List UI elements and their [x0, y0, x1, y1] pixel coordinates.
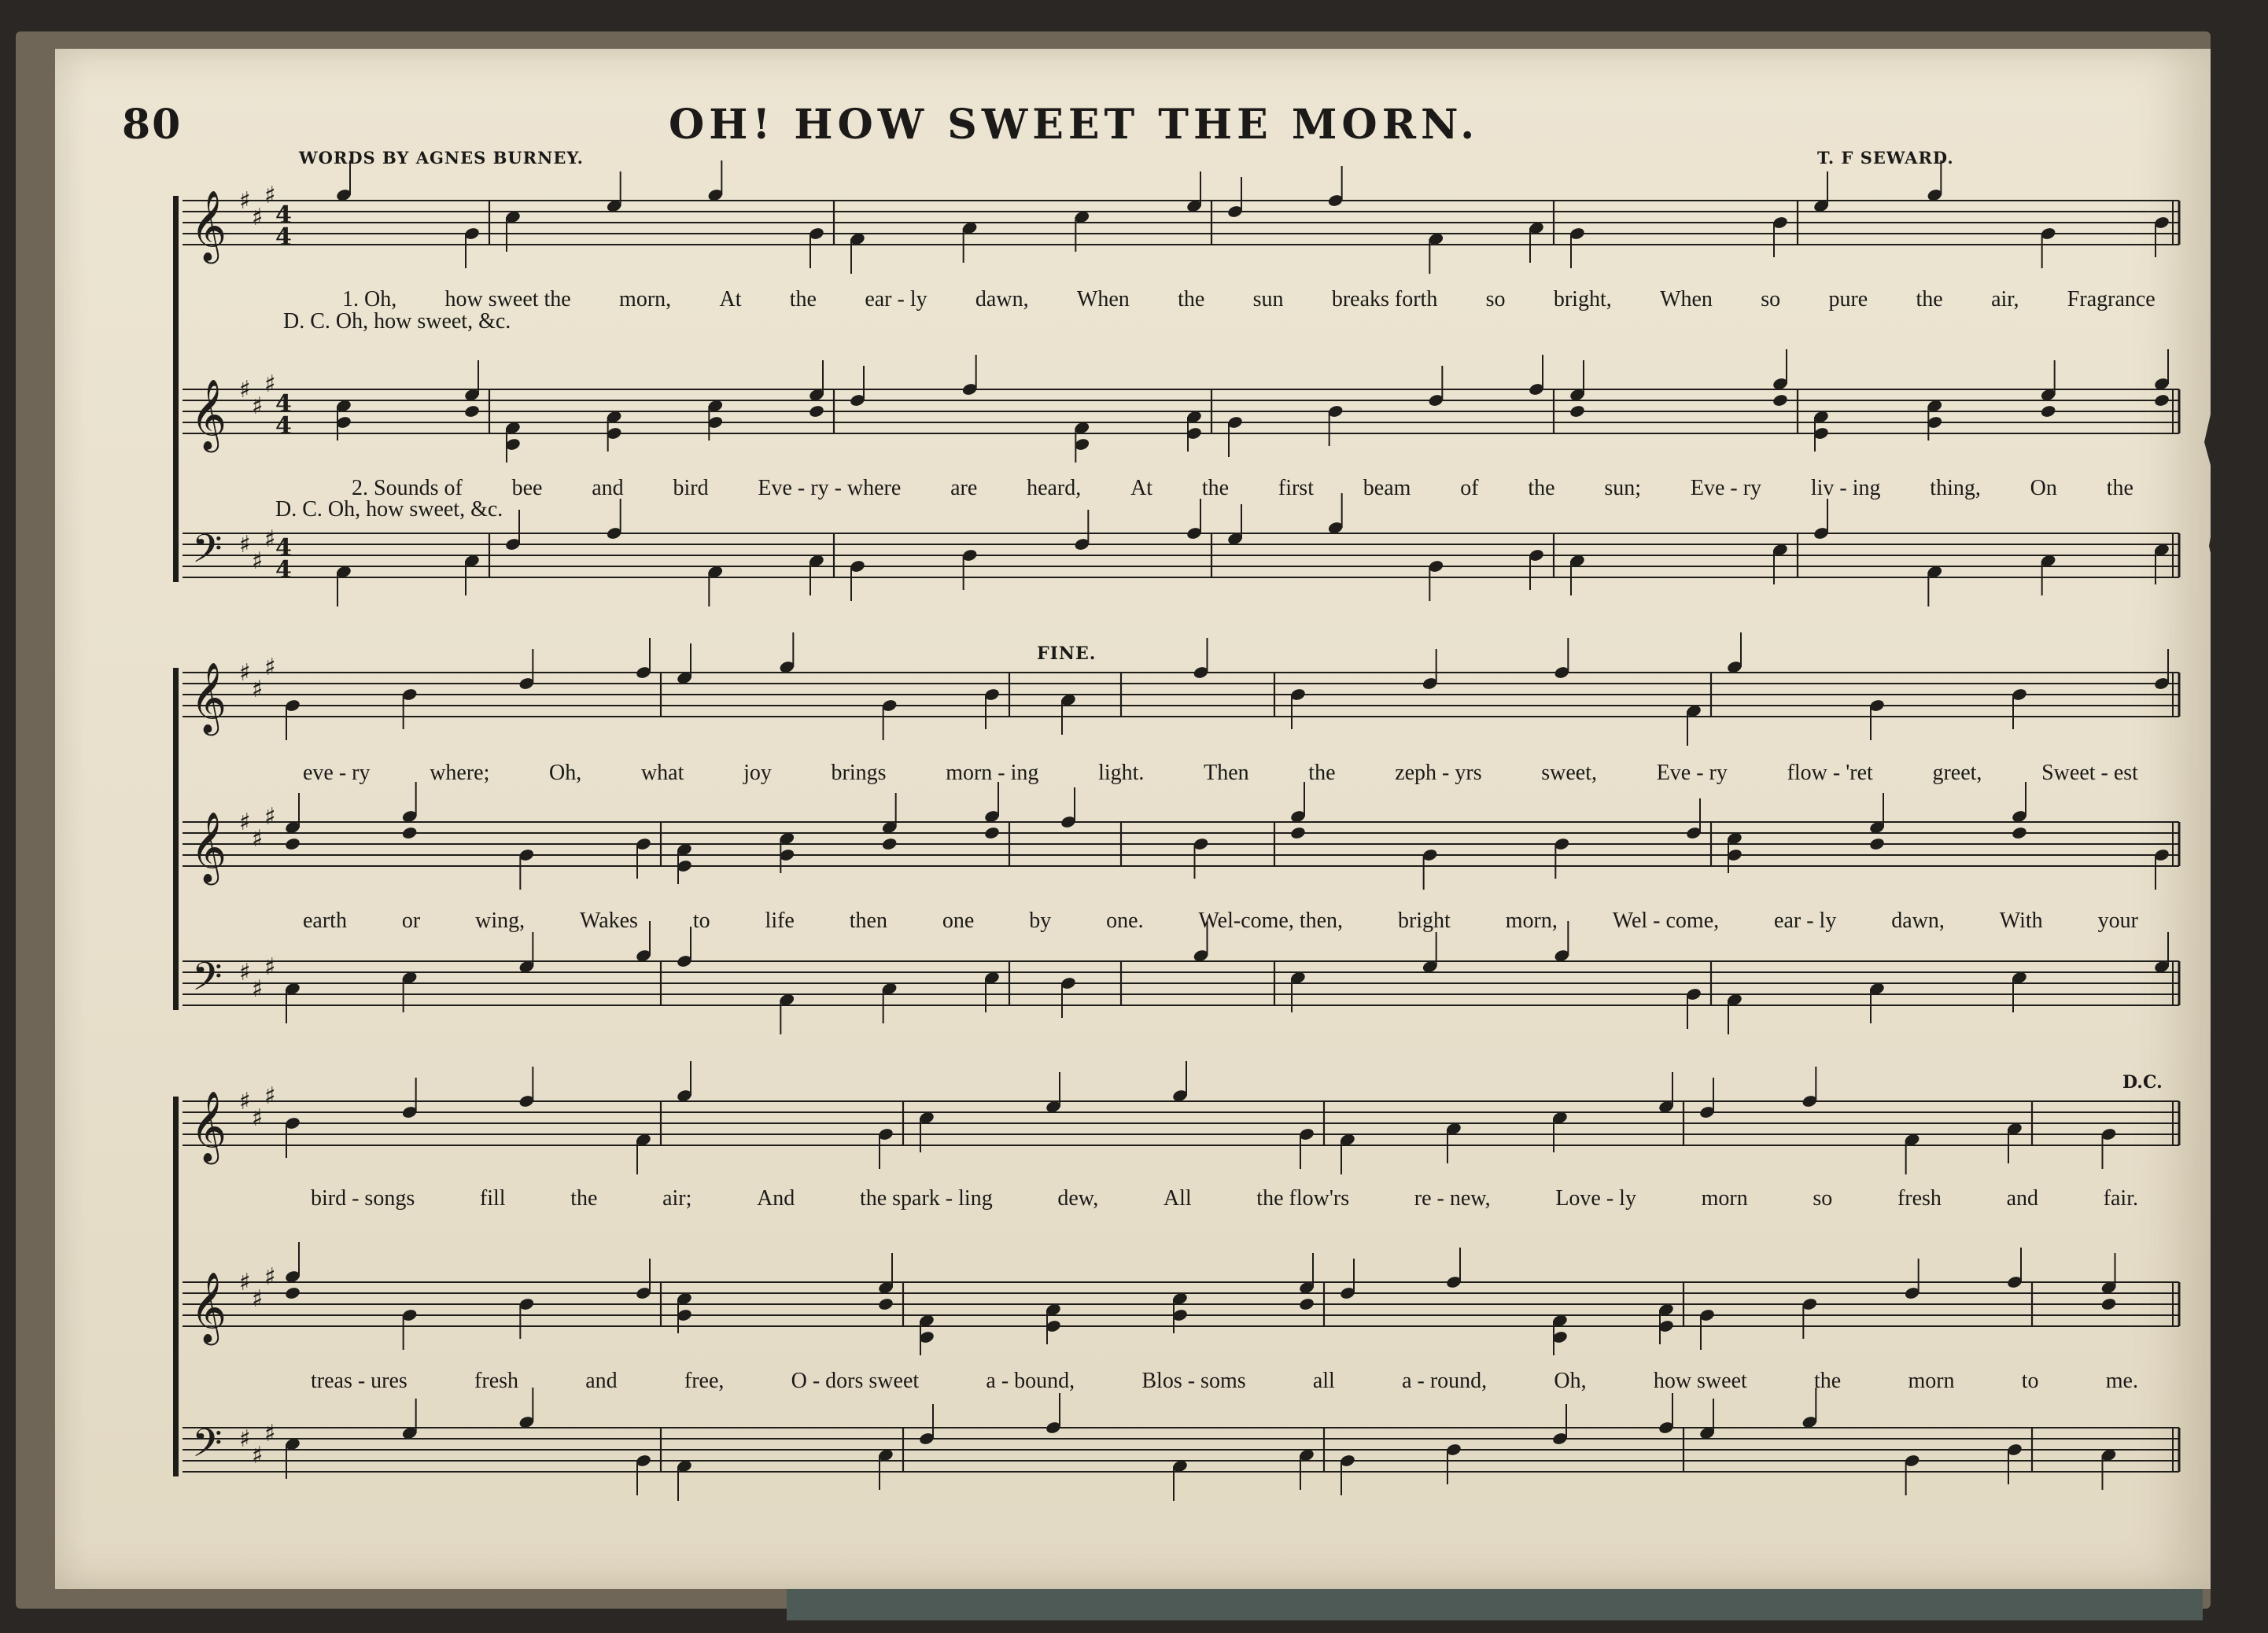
lyric-syllable: to	[2021, 1369, 2039, 1393]
sharp-icon: ♯	[264, 525, 276, 553]
dc-lyric-cue: D. C. Oh, how sweet, &c.	[283, 309, 511, 334]
lyric-syllable: and	[592, 476, 624, 500]
lyric-syllable: fresh	[1897, 1186, 1942, 1211]
sharp-icon: ♯	[252, 676, 264, 703]
lyric-syllable: the	[1178, 287, 1205, 311]
note-head	[2011, 826, 2027, 840]
sharp-icon: ♯	[239, 809, 251, 836]
note-head	[284, 1286, 301, 1300]
lyric-syllable: Oh,	[549, 761, 582, 785]
bass-clef-icon: 𝄢	[192, 954, 223, 1009]
lyric-line	[311, 1369, 2138, 1394]
lyric-syllable: sun	[1252, 287, 1284, 311]
lyric-syllable: all	[1312, 1369, 1335, 1393]
lyric-line	[311, 1186, 2138, 1211]
sharp-icon: ♯	[239, 1088, 251, 1115]
sharp-icon: ♯	[252, 1104, 264, 1132]
lyric-syllable: eve - ry	[303, 761, 371, 785]
note-head	[1289, 826, 1306, 840]
lyric-syllable: And	[757, 1186, 795, 1211]
note-head	[284, 837, 301, 851]
sharp-icon: ♯	[264, 370, 276, 398]
fine-marking: FINE.	[1037, 643, 1097, 664]
lyric-syllable: light.	[1098, 761, 1145, 785]
lyric-syllable: the	[789, 287, 817, 311]
lyric-syllable: how sweet the	[444, 287, 571, 311]
lyric-syllable: or	[401, 909, 421, 933]
lyric-syllable: bright	[1397, 909, 1451, 933]
lyric-line	[303, 761, 2138, 786]
lyric-syllable: morn	[1701, 1186, 1748, 1211]
lyric-syllable: air,	[1991, 287, 2019, 311]
lyric-syllable: then	[849, 909, 887, 933]
lyric-syllable: On	[2030, 476, 2057, 500]
lyric-syllable: fill	[479, 1186, 506, 1211]
lyric-syllable: first	[1278, 476, 1314, 500]
lyric-syllable: the	[2106, 476, 2133, 500]
lyric-syllable: Eve - ry	[1690, 476, 1762, 500]
lyric-syllable: earth	[303, 909, 347, 933]
lyric-syllable: the	[1528, 476, 1555, 500]
lyric-syllable: one	[942, 909, 975, 933]
lyric-syllable: so	[1761, 287, 1781, 311]
lyric-syllable: so	[1485, 287, 1506, 311]
lyric-line	[303, 909, 2138, 934]
system-bracket	[173, 668, 179, 1010]
lyric-syllable: bird	[673, 476, 709, 500]
note-head	[1298, 1297, 1315, 1311]
lyric-syllable: beam	[1363, 476, 1411, 500]
words-credit: WORDS BY AGNES BURNEY.	[299, 148, 584, 168]
time-signature-denominator: 4	[275, 412, 292, 440]
lyric-syllable: morn,	[1505, 909, 1558, 933]
lyric-syllable: the	[1814, 1369, 1842, 1393]
lyric-syllable: are	[950, 476, 978, 500]
lyric-syllable: by	[1029, 909, 1052, 933]
lyric-syllable: Sweet - est	[2041, 761, 2138, 785]
treble-clef-icon: 𝄞	[190, 1272, 227, 1343]
song-title: OH! HOW SWEET THE MORN.	[669, 101, 1480, 149]
lyric-syllable: O - dors sweet	[791, 1369, 920, 1393]
sharp-icon: ♯	[239, 659, 251, 687]
sharp-icon: ♯	[239, 959, 251, 986]
lyric-syllable: the flow'rs	[1256, 1186, 1350, 1211]
lyric-syllable: what	[640, 761, 684, 785]
note-head	[881, 837, 898, 851]
lyric-syllable: sweet,	[1541, 761, 1598, 785]
lyric-syllable: When	[1076, 287, 1130, 311]
sharp-icon: ♯	[239, 187, 251, 215]
dc-marking: D.C.	[2122, 1072, 2163, 1093]
lyric-syllable: thing,	[1930, 476, 1981, 500]
sharp-icon: ♯	[264, 1082, 276, 1110]
lyric-syllable: the	[1308, 761, 1336, 785]
treble-clef-icon: 𝄞	[190, 190, 227, 261]
lyric-syllable: the	[1916, 287, 1943, 311]
lyric-syllable: a - bound,	[986, 1369, 1075, 1393]
lyric-syllable: Oh,	[1554, 1369, 1587, 1393]
lyric-syllable: and	[2006, 1186, 2039, 1211]
lyric-syllable: morn,	[619, 287, 672, 311]
lyric-syllable: treas - ures	[311, 1369, 408, 1393]
lyric-syllable: fair.	[2103, 1186, 2138, 1211]
lyric-syllable: Wel-come, then,	[1198, 909, 1344, 933]
sharp-icon: ♯	[239, 531, 251, 558]
treble-clef-icon: 𝄞	[190, 812, 227, 883]
system-bracket	[173, 196, 179, 582]
note-head	[877, 1297, 894, 1311]
sharp-icon: ♯	[239, 1425, 251, 1453]
lyric-syllable: brings	[831, 761, 887, 785]
sharp-icon: ♯	[264, 1420, 276, 1447]
lyric-syllable: breaks forth	[1331, 287, 1438, 311]
lyric-syllable: wing,	[475, 909, 526, 933]
music-credit: T. F SEWARD.	[1817, 148, 1954, 168]
lyric-syllable: heard,	[1027, 476, 1082, 500]
lyric-syllable: At	[719, 287, 742, 311]
page-number: 80	[122, 101, 183, 149]
lyric-syllable: so	[1813, 1186, 1833, 1211]
lyric-syllable: free,	[684, 1369, 725, 1393]
sharp-icon: ♯	[252, 393, 264, 420]
lyric-syllable: morn	[1908, 1369, 1955, 1393]
lyric-syllable: where;	[430, 761, 490, 785]
lyric-syllable: Wakes	[580, 909, 638, 933]
note-head	[1868, 837, 1885, 851]
lyric-syllable: bright,	[1553, 287, 1612, 311]
lyric-syllable: to	[692, 909, 710, 933]
sharp-icon: ♯	[264, 654, 276, 681]
lyric-syllable: Love - ly	[1555, 1186, 1636, 1211]
lyric-syllable: your	[2097, 909, 2138, 933]
sharp-icon: ♯	[252, 547, 264, 575]
lyric-syllable: Blos - soms	[1141, 1369, 1246, 1393]
note-head	[1569, 404, 1585, 418]
note-head	[2153, 393, 2170, 407]
note-head	[2100, 1297, 2117, 1311]
lyric-syllable: the spark - ling	[859, 1186, 993, 1211]
bass-clef-icon: 𝄢	[192, 1421, 223, 1476]
lyric-syllable: air;	[662, 1186, 692, 1211]
lyric-syllable: one.	[1106, 909, 1144, 933]
system-bracket	[173, 1097, 179, 1476]
sharp-icon: ♯	[264, 1263, 276, 1291]
lyric-syllable: the	[1201, 476, 1230, 500]
lyric-syllable: All	[1163, 1186, 1192, 1211]
time-signature-numerator: 4	[275, 534, 292, 562]
note-head	[983, 826, 1000, 840]
lyric-syllable: When	[1660, 287, 1713, 311]
dc-lyric-cue: D. C. Oh, how sweet, &c.	[275, 497, 503, 522]
lyric-syllable: Then	[1204, 761, 1249, 785]
sharp-icon: ♯	[264, 953, 276, 981]
lyric-syllable: life	[765, 909, 795, 933]
sharp-icon: ♯	[264, 182, 276, 209]
lyric-syllable: dew,	[1057, 1186, 1099, 1211]
bass-clef-icon: 𝄢	[192, 526, 223, 581]
treble-clef-icon: 𝄞	[190, 379, 227, 450]
time-signature-numerator: 4	[275, 201, 292, 229]
lyric-syllable: sun;	[1604, 476, 1642, 500]
lyric-syllable: joy	[743, 761, 772, 785]
sharp-icon: ♯	[252, 1285, 264, 1313]
lyric-syllable: With	[1999, 909, 2043, 933]
lyric-syllable: fresh	[474, 1369, 519, 1393]
sharp-icon: ♯	[252, 825, 264, 853]
lyric-syllable: bee	[511, 476, 543, 500]
note-head	[1772, 393, 1788, 407]
treble-clef-icon: 𝄞	[190, 662, 227, 733]
lyric-syllable: Eve - ry - where	[758, 476, 902, 500]
lyric-line	[352, 476, 2133, 501]
sharp-icon: ♯	[239, 1269, 251, 1296]
lyric-syllable: greet,	[1932, 761, 1982, 785]
note-head	[463, 404, 480, 418]
treble-clef-icon: 𝄞	[190, 1091, 227, 1162]
sharp-icon: ♯	[239, 376, 251, 404]
lyric-syllable: Wel - come,	[1612, 909, 1720, 933]
time-signature-numerator: 4	[275, 390, 292, 418]
lyric-syllable: re - new,	[1414, 1186, 1491, 1211]
lyric-syllable: dawn,	[1891, 909, 1945, 933]
lyric-syllable: morn - ing	[946, 761, 1039, 785]
lyric-syllable: and	[585, 1369, 618, 1393]
lyric-syllable: of	[1460, 476, 1479, 500]
lyric-syllable: pure	[1828, 287, 1868, 311]
sharp-icon: ♯	[252, 975, 264, 1003]
lyric-syllable: Fragrance	[2067, 287, 2156, 311]
lyric-syllable: dawn,	[975, 287, 1029, 311]
lyric-line	[342, 287, 2156, 312]
time-signature-denominator: 4	[275, 556, 292, 584]
lyric-syllable: ear - ly	[1774, 909, 1837, 933]
lyric-syllable: a - round,	[1402, 1369, 1488, 1393]
lyric-syllable: Eve - ry	[1656, 761, 1728, 785]
note-head	[2040, 404, 2056, 418]
sharp-icon: ♯	[252, 1442, 264, 1469]
lyric-syllable: bird - songs	[311, 1186, 415, 1211]
note-head	[808, 404, 824, 418]
lyric-syllable: zeph - yrs	[1395, 761, 1482, 785]
lyric-syllable: the	[570, 1186, 598, 1211]
lyric-syllable: ear - ly	[865, 287, 927, 311]
lyric-syllable: liv - ing	[1810, 476, 1881, 500]
lyric-syllable: 1. Oh,	[342, 287, 397, 311]
lyric-syllable: 2. Sounds of	[352, 476, 463, 500]
time-signature-denominator: 4	[275, 223, 292, 251]
lyric-syllable: At	[1130, 476, 1153, 500]
note-head	[401, 826, 418, 840]
lyric-syllable: flow - 'ret	[1787, 761, 1873, 785]
lyric-syllable: me.	[2105, 1369, 2138, 1393]
lyric-syllable: how sweet	[1653, 1369, 1747, 1393]
sharp-icon: ♯	[264, 803, 276, 831]
sharp-icon: ♯	[252, 204, 264, 231]
